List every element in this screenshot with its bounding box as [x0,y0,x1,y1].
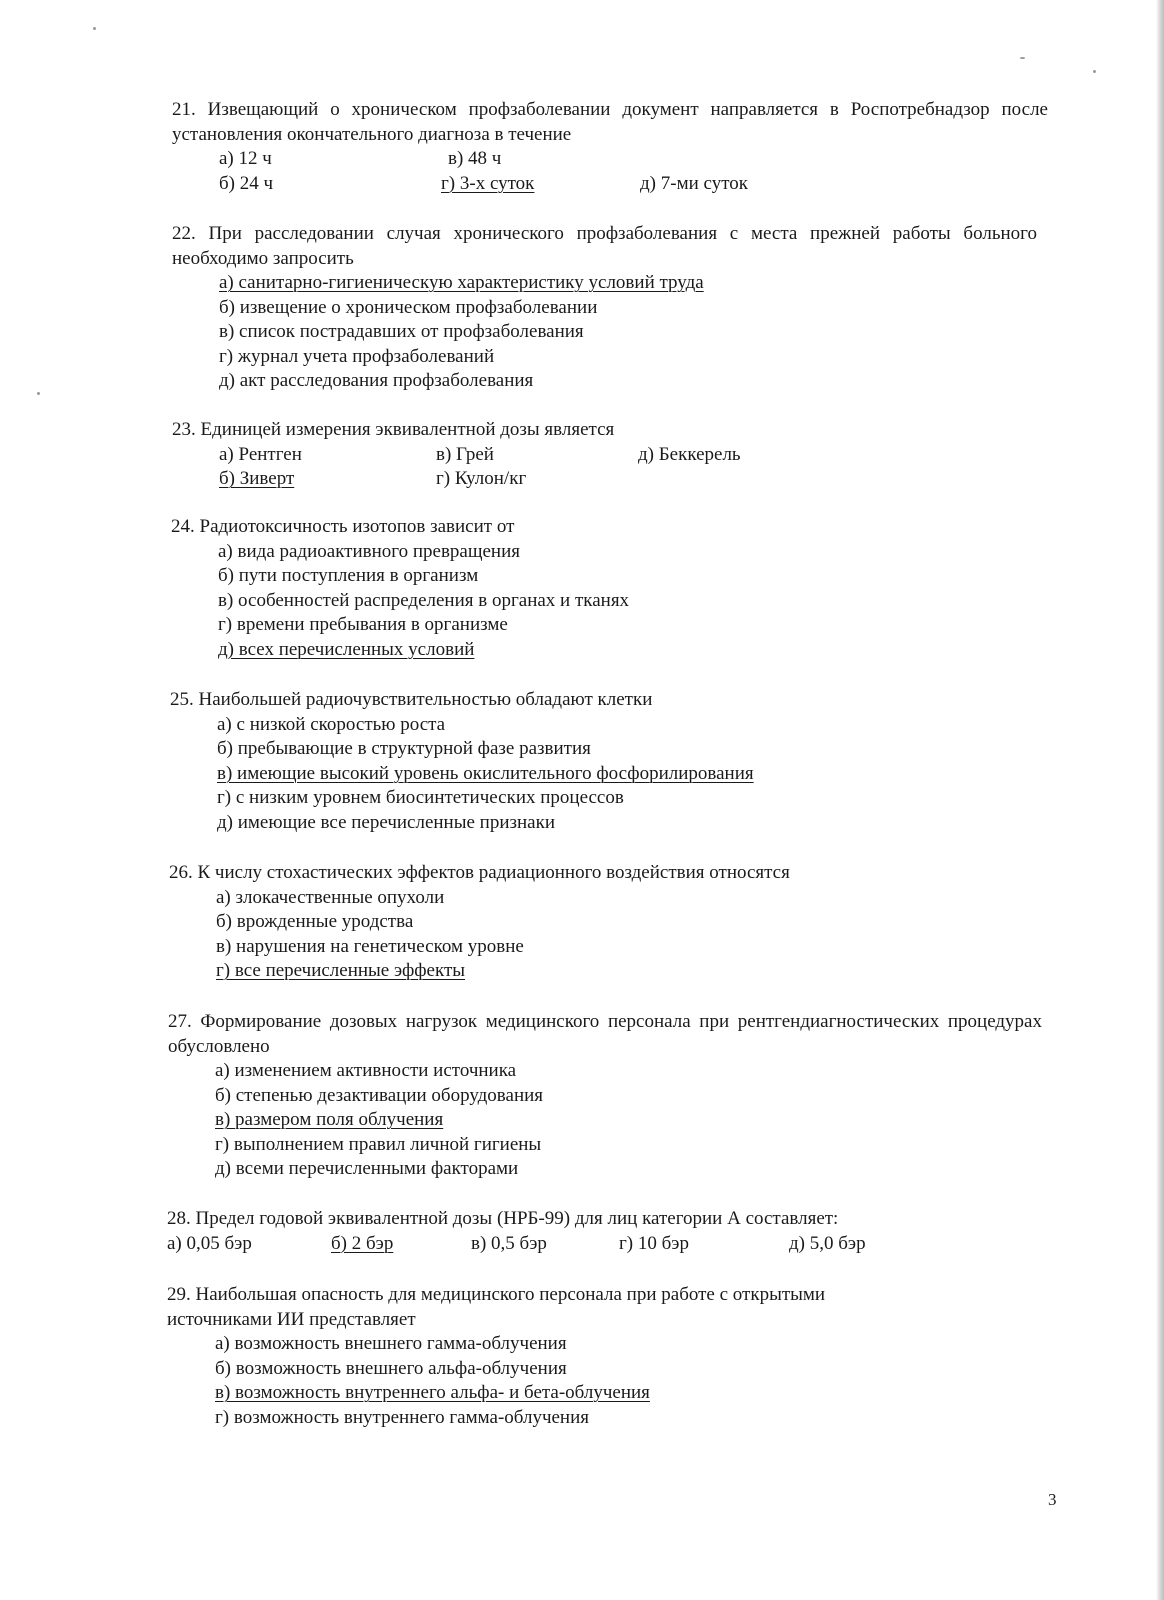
option: а) вида радиоактивного превращения [218,540,521,562]
options [170,713,1040,836]
option: д) всеми перечисленными факторами [215,1158,519,1179]
question-21 [172,98,1048,196]
options [171,540,1041,663]
option: г) выполнением правил личной гигиены [215,1133,542,1155]
option: б) врожденные уродства [216,911,414,932]
question-text-line-1: 29. Наибольшая опасность для медицинского персонала при работе с открытыми [167,1284,826,1305]
option: а) Рентген [219,443,302,465]
question-text: 25. Наибольшей радиочувствительностью обладают клетки [170,689,653,710]
question-25 [170,688,1040,835]
question-text: 21. Извещающий о хроническом профзаболевании документ направляется в Роспотребнадзор после установления окончательного диагноза в течение [172,99,1048,145]
option-correct: г) все перечисленные эффекты [216,960,466,981]
options [172,443,1042,492]
option: г) с низким уровнем биосинтетических процессов [217,787,624,808]
question-22 [172,222,1037,394]
question-27 [168,1010,1042,1182]
option: в) список пострадавших от профзаболевания [219,321,584,342]
option: а) с низкой скоростью роста [217,713,446,735]
option: а) 12 ч [219,148,272,169]
option: а) 0,05 бэр [167,1232,252,1254]
option-correct: б) Зиверт [219,468,295,489]
question-text: 27. Формирование дозовых нагрузок медицинского персонала при рентгендиагностических процедурах обусловлено [168,1011,1042,1057]
option: д) имеющие все перечисленные признаки [217,811,556,833]
question-28 [167,1207,1042,1257]
option: б) пребывающие в структурной фазе развития [217,738,591,759]
option: а) злокачественные опухоли [216,886,445,908]
option: б) 24 ч [219,172,274,194]
option: в) нарушения на генетическом уровне [216,935,524,957]
page-number: 3 [1048,1490,1057,1509]
question-24 [171,515,1041,662]
option-correct: в) имеющие высокий уровень окислительного фосфорилирования [217,762,754,784]
question-text: 24. Радиотоксичность изотопов зависит от [171,516,515,537]
question-23 [172,418,1042,492]
option: г) возможность внутреннего гамма-облучения [215,1406,590,1428]
option: в) особенностей распределения в органах и тканях [218,589,630,611]
option: д) Беккерель [638,443,741,465]
option: а) возможность внешнего гамма-облучения [215,1333,567,1354]
question-26 [169,861,1039,984]
option: б) пути поступления в организм [218,565,479,586]
option: в) Грей [436,443,494,465]
option: б) извещение о хроническом профзаболевании [219,296,598,318]
option: д) 5,0 бэр [789,1232,866,1254]
options [167,1332,1042,1430]
option: г) 10 бэр [619,1232,689,1254]
options [167,1232,1042,1257]
option-correct: б) 2 бэр [331,1232,394,1254]
question-29 [167,1283,1042,1430]
option: д) 7-ми суток [640,172,748,194]
question-text-line-2: источниками ИИ представляет [167,1308,416,1330]
scan-speck [1093,70,1096,73]
scan-edge [1156,0,1164,1600]
options [168,1059,1042,1182]
options [172,147,1048,196]
option-correct: г) 3-х суток [441,172,535,194]
option: в) 0,5 бэр [471,1232,547,1254]
option: б) возможность внешнего альфа-облучения [215,1357,567,1379]
option: а) изменением активности источника [215,1060,517,1081]
question-text: 22. При расследовании случая хронического профзаболевания с места прежней работы больного необходимо запросить [172,223,1037,269]
option: б) степенью дезактивации оборудования [215,1084,544,1106]
options [169,886,1039,984]
option: в) 48 ч [448,148,502,169]
option-correct: в) размером поля облучения [215,1109,444,1130]
question-text: 23. Единицей измерения эквивалентной дозы является [172,419,615,440]
option-correct: в) возможность внутреннего альфа- и бета-облучения [215,1382,650,1403]
scan-speck [37,392,40,395]
option-correct: д) всех перечисленных условий [218,638,475,660]
scan-speck [93,27,96,30]
option: г) журнал учета профзаболеваний [219,345,495,367]
scan-speck [1020,57,1025,59]
question-text: 26. К числу стохастических эффектов радиационного воздействия относятся [169,862,790,883]
option: д) акт расследования профзаболевания [219,370,534,391]
option: г) времени пребывания в организме [218,614,508,635]
options [172,271,1037,394]
option: г) Кулон/кг [436,468,527,489]
question-text: 28. Предел годовой эквивалентной дозы (НРБ-99) для лиц категории А составляет: [167,1208,839,1229]
option-correct: а) санитарно-гигиеническую характеристику условий труда [219,272,704,293]
